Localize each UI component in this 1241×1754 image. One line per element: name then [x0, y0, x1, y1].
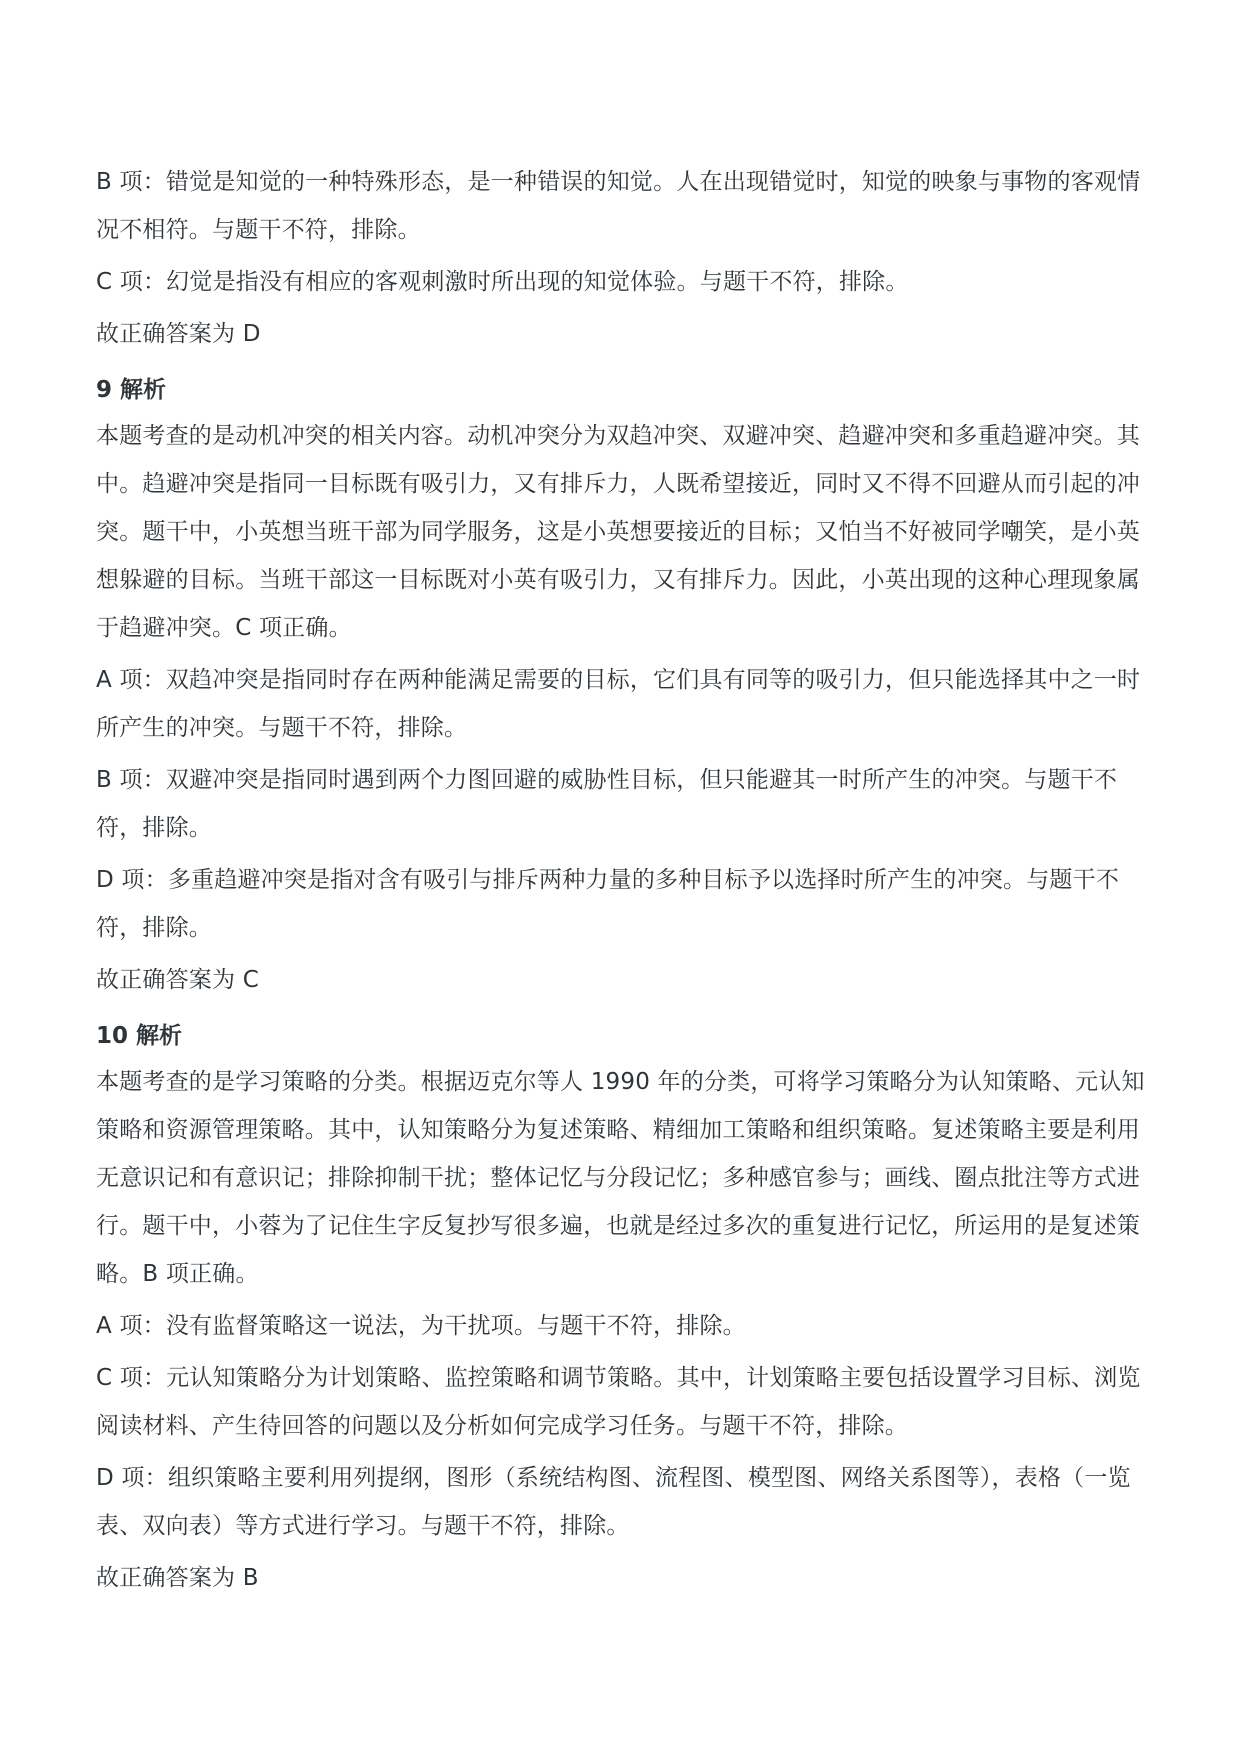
option-c-explanation: C 项：幻觉是指没有相应的客观刺激时所出现的知觉体验。与题干不符，排除。	[96, 269, 909, 295]
correct-answer: 故正确答案为 D	[96, 321, 261, 347]
document-page	[96, 158, 1156, 1614]
section-heading-10: 10 解析	[96, 1023, 183, 1049]
option-a-explanation: A 项：双趋冲突是指同时存在两种能满足需要的目标，它们具有同等的吸引力，但只能选择其中之一时所产生的冲突。与题干不符，排除。	[96, 667, 1141, 741]
analysis-paragraph: 本题考查的是学习策略的分类。根据迈克尔等人 1990 年的分类，可将学习策略分为认知策略、元认知策略和资源管理策略。其中，认知策略分为复述策略、精细加工策略和组织策略。复述策略主要是利用无意识记和有意识记；排除抑制干扰；整体记忆与分段记忆；多种感官参与；画线、圈点批注等方式进行。题干中，小蓉为了记住生字反复抄写很多遍，也就是经过多次的重复进行记忆，所运用的是复述策略。B 项正确。	[96, 1069, 1145, 1287]
option-c-explanation: C 项：元认知策略分为计划策略、监控策略和调节策略。其中，计划策略主要包括设置学习目标、浏览阅读材料、产生待回答的问题以及分析如何完成学习任务。与题干不符，排除。	[96, 1365, 1141, 1439]
option-b-explanation: B 项：错觉是知觉的一种特殊形态，是一种错误的知觉。人在出现错觉时，知觉的映象与事物的客观情况不相符。与题干不符，排除。	[96, 169, 1141, 243]
option-d-explanation: D 项：组织策略主要利用列提纲，图形（系统结构图、流程图、模型图、网络关系图等），表格（一览表、双向表）等方式进行学习。与题干不符，排除。	[96, 1465, 1131, 1539]
correct-answer: 故正确答案为 C	[96, 967, 259, 993]
option-b-explanation: B 项：双避冲突是指同时遇到两个力图回避的威胁性目标，但只能避其一时所产生的冲突。与题干不符，排除。	[96, 767, 1118, 841]
option-a-explanation: A 项：没有监督策略这一说法，为干扰项。与题干不符，排除。	[96, 1313, 746, 1339]
analysis-paragraph: 本题考查的是动机冲突的相关内容。动机冲突分为双趋冲突、双避冲突、趋避冲突和多重趋避冲突。其中。趋避冲突是指同一目标既有吸引力，又有排斥力，人既希望接近，同时又不得不回避从而引起的冲突。题干中，小英想当班干部为同学服务，这是小英想要接近的目标；又怕当不好被同学嘲笑，是小英想躲避的目标。当班干部这一目标既对小英有吸引力，又有排斥力。因此，小英出现的这种心理现象属于趋避冲突。C 项正确。	[96, 423, 1140, 641]
section-heading-9: 9 解析	[96, 377, 167, 403]
option-d-explanation: D 项：多重趋避冲突是指对含有吸引与排斥两种力量的多种目标予以选择时所产生的冲突。与题干不符，排除。	[96, 867, 1120, 941]
correct-answer: 故正确答案为 B	[96, 1565, 259, 1591]
